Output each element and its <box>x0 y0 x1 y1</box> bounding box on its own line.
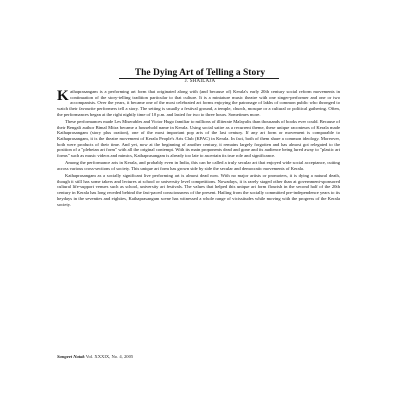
author-byline: J. SHAILAJA <box>184 79 216 84</box>
article-title: The Dying Art of Telling a Story <box>134 68 266 78</box>
paragraph-1-text: athaprasangam is a performing art form that originated along with (and because of) Kerala's early 20th century social reform movements in continuation of the story-telling tradition particular to that culture. It is a miniature music theatre with one singer-performer and one or two accompanists. Over the years, it became one of the most celebrated art forms enjoying the patronage of lakhs of common public who thronged to watch their favourite performers tell a story. The setting is usually a festival ground, a temple, church, mosque or a cultural or political gathering. Often, the performances began at the right nightly time of 10 p.m. and lasted for two to three hours. Sometimes more. <box>57 89 340 117</box>
paragraph-4: Kathaprasangam as a socially significant live performing art is almost dead now. With no major artists or promoters, it is dying a natural death, though it still has some takers and lectures at school or university level competitions. Nowadays, it is rarely staged other than at government-sponsored cultural life-support venues such as school, university art festivals. The values that helped this unique art form flourish in the second half of the 20th century in Kerala has long receded behind the fast-paced consciousness of the present. Hailing from the socially committed pre-independence years to its heydays in the seventies and eighties, Kathaprasangam scene has witnessed a whole range of vicissitudes while moving with the progress of the Kerala society. <box>57 173 340 207</box>
paragraph-2: These performances made Les Miserables and Victor Hugo familiar to millions of illiterate Malayalis than thousands of books ever could. Because of their Bengali author Bimal Mitra became a household name in Kerala. Using social satire as a recurrent theme, these unique raconteurs of Kerala made Kathaprasangam (story plus oration), one of the most important pop arts of the last century. If any art form or movement is comparable to Kathaprasangam, it is the theatre movement of Kerala People's Arts Club (KPAC) in Kerala. In fact, both of them share a common ideology. Moreover, both were products of their time. And yet, now at the beginning of another century, it remains largely forgotten and has almost got relegated to the position of a "plebeian art form" with all the original contempt. With its main proponents dead and gone and its audience being lured away to "plastic art forms" such as music videos and mimics, Kathaprasangam is already too late to ascertain its true role and significance. <box>57 118 340 159</box>
journal-issue: Vol. XXXIX, No. 4, 2005 <box>85 354 134 359</box>
page-footer <box>57 354 340 360</box>
paragraph-3: Among the performance arts in Kerala, and probably even in India, this can be called a truly secular art that enjoyed wide social acceptance, cutting across various cross-sections of society. This unique art form has grown side by side the secular and democratic movements of Kerala. <box>57 160 340 171</box>
article-body <box>57 89 340 347</box>
drop-cap: K <box>57 89 69 104</box>
paragraph-1 <box>57 89 340 118</box>
journal-name: Sangeet Natak <box>57 354 85 359</box>
